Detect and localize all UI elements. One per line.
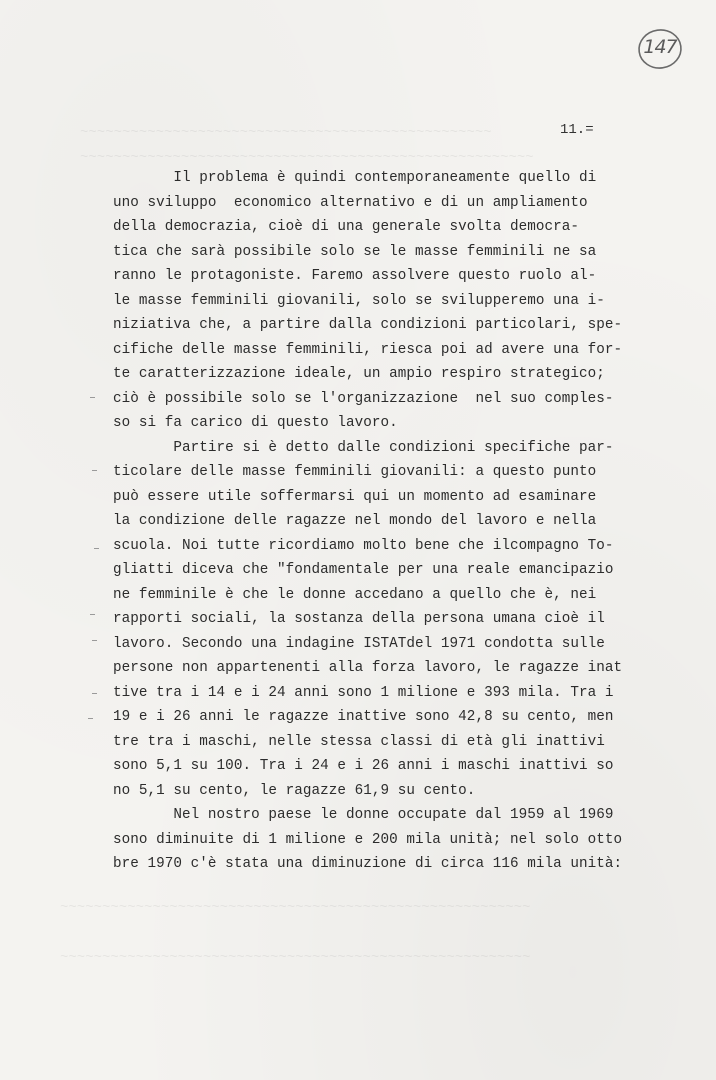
text-line: tive tra i 14 e i 24 anni sono 1 milione e 393 mila. Tra i	[113, 684, 614, 701]
text-line: persone non appartenenti alla forza lavoro, le ragazze inat	[113, 660, 623, 676]
text-line: rapporti sociali, la sostanza della persona umana cioè il	[113, 611, 605, 627]
text-line: la condizione delle ragazze nel mondo del lavoro e nella	[113, 513, 597, 529]
text-line: ne femminile è che le donne accedano a quello che è, nei	[113, 586, 597, 603]
text-line: niziativa che, a partire dalla condizioni particolari, spe-	[113, 317, 623, 333]
folio-number: 147	[643, 36, 677, 58]
text-line: ciò è possibile solo se l'organizzazione nel suo comples-	[113, 390, 614, 407]
text-line: sono diminuite di 1 milione e 200 mila unità; nel solo otto	[113, 831, 623, 848]
show-through-texture: ~~~~~~~~~~~~~~~~~~~~~~~~~~~~~~~~~~~~~~~~~~~~~~~~~~~~~~~~	[60, 950, 531, 966]
text-line: lavoro. Secondo una indagine ISTATdel 1971 condotta sulle	[113, 635, 605, 652]
text-line: cifiche delle masse femminili, riesca poi ad avere una for-	[113, 341, 623, 358]
margin-tick	[92, 470, 97, 471]
text-line: della democrazia, cioè di una generale svolta democra-	[113, 219, 579, 235]
text-line: no 5,1 su cento, le ragazze 61,9 su cento.	[113, 782, 476, 799]
text-line: 19 e i 26 anni le ragazze inattive sono 42,8 su cento, men	[113, 709, 614, 725]
text-line: Nel nostro paese le donne occupate dal 1959 al 1969	[113, 807, 614, 823]
text-line: tre tra i maschi, nelle stessa classi di età gli inattivi	[113, 733, 605, 750]
margin-tick	[92, 640, 97, 641]
show-through-texture: ~~~~~~~~~~~~~~~~~~~~~~~~~~~~~~~~~~~~~~~~~~~~~~~~~	[80, 125, 492, 141]
page-number: 11.=	[560, 122, 594, 138]
text-line: Partire si è detto dalle condizioni specifiche par-	[113, 439, 614, 456]
margin-tick	[90, 397, 95, 398]
margin-tick	[94, 548, 99, 549]
text-line: scuola. Noi tutte ricordiamo molto bene che ilcompagno To-	[113, 537, 614, 554]
text-line: può essere utile soffermarsi qui un momento ad esaminare	[113, 488, 597, 505]
text-line: gliatti diceva che "fondamentale per una reale emancipazio	[113, 562, 614, 578]
show-through-texture: ~~~~~~~~~~~~~~~~~~~~~~~~~~~~~~~~~~~~~~~~~~~~~~~~~~~~~~	[80, 150, 534, 166]
text-line: Il problema è quindi contemporaneamente quello di	[113, 170, 597, 186]
text-line: ticolare delle masse femminili giovanili: a questo punto	[113, 464, 597, 480]
text-line: le masse femminili giovanili, solo se svilupperemo una i-	[113, 292, 605, 309]
margin-tick	[92, 693, 97, 694]
text-line: tica che sarà possibile solo se le masse femminili ne sa	[113, 243, 597, 260]
show-through-texture: ~~~~~~~~~~~~~~~~~~~~~~~~~~~~~~~~~~~~~~~~~~~~~~~~~~~~~~~~	[60, 900, 531, 916]
margin-tick	[88, 718, 93, 719]
text-line: te caratterizzazione ideale, un ampio respiro strategico;	[113, 366, 605, 382]
text-line: bre 1970 c'è stata una diminuzione di circa 116 mila unità:	[113, 856, 623, 872]
folio-stamp	[636, 26, 684, 72]
text-line: uno sviluppo economico alternativo e di un ampliamento	[113, 194, 588, 211]
text-line: sono 5,1 su 100. Tra i 24 e i 26 anni i maschi inattivi so	[113, 758, 614, 774]
text-line: so si fa carico di questo lavoro.	[113, 415, 398, 431]
text-line: ranno le protagoniste. Faremo assolvere questo ruolo al-	[113, 268, 597, 284]
margin-tick	[90, 614, 95, 615]
